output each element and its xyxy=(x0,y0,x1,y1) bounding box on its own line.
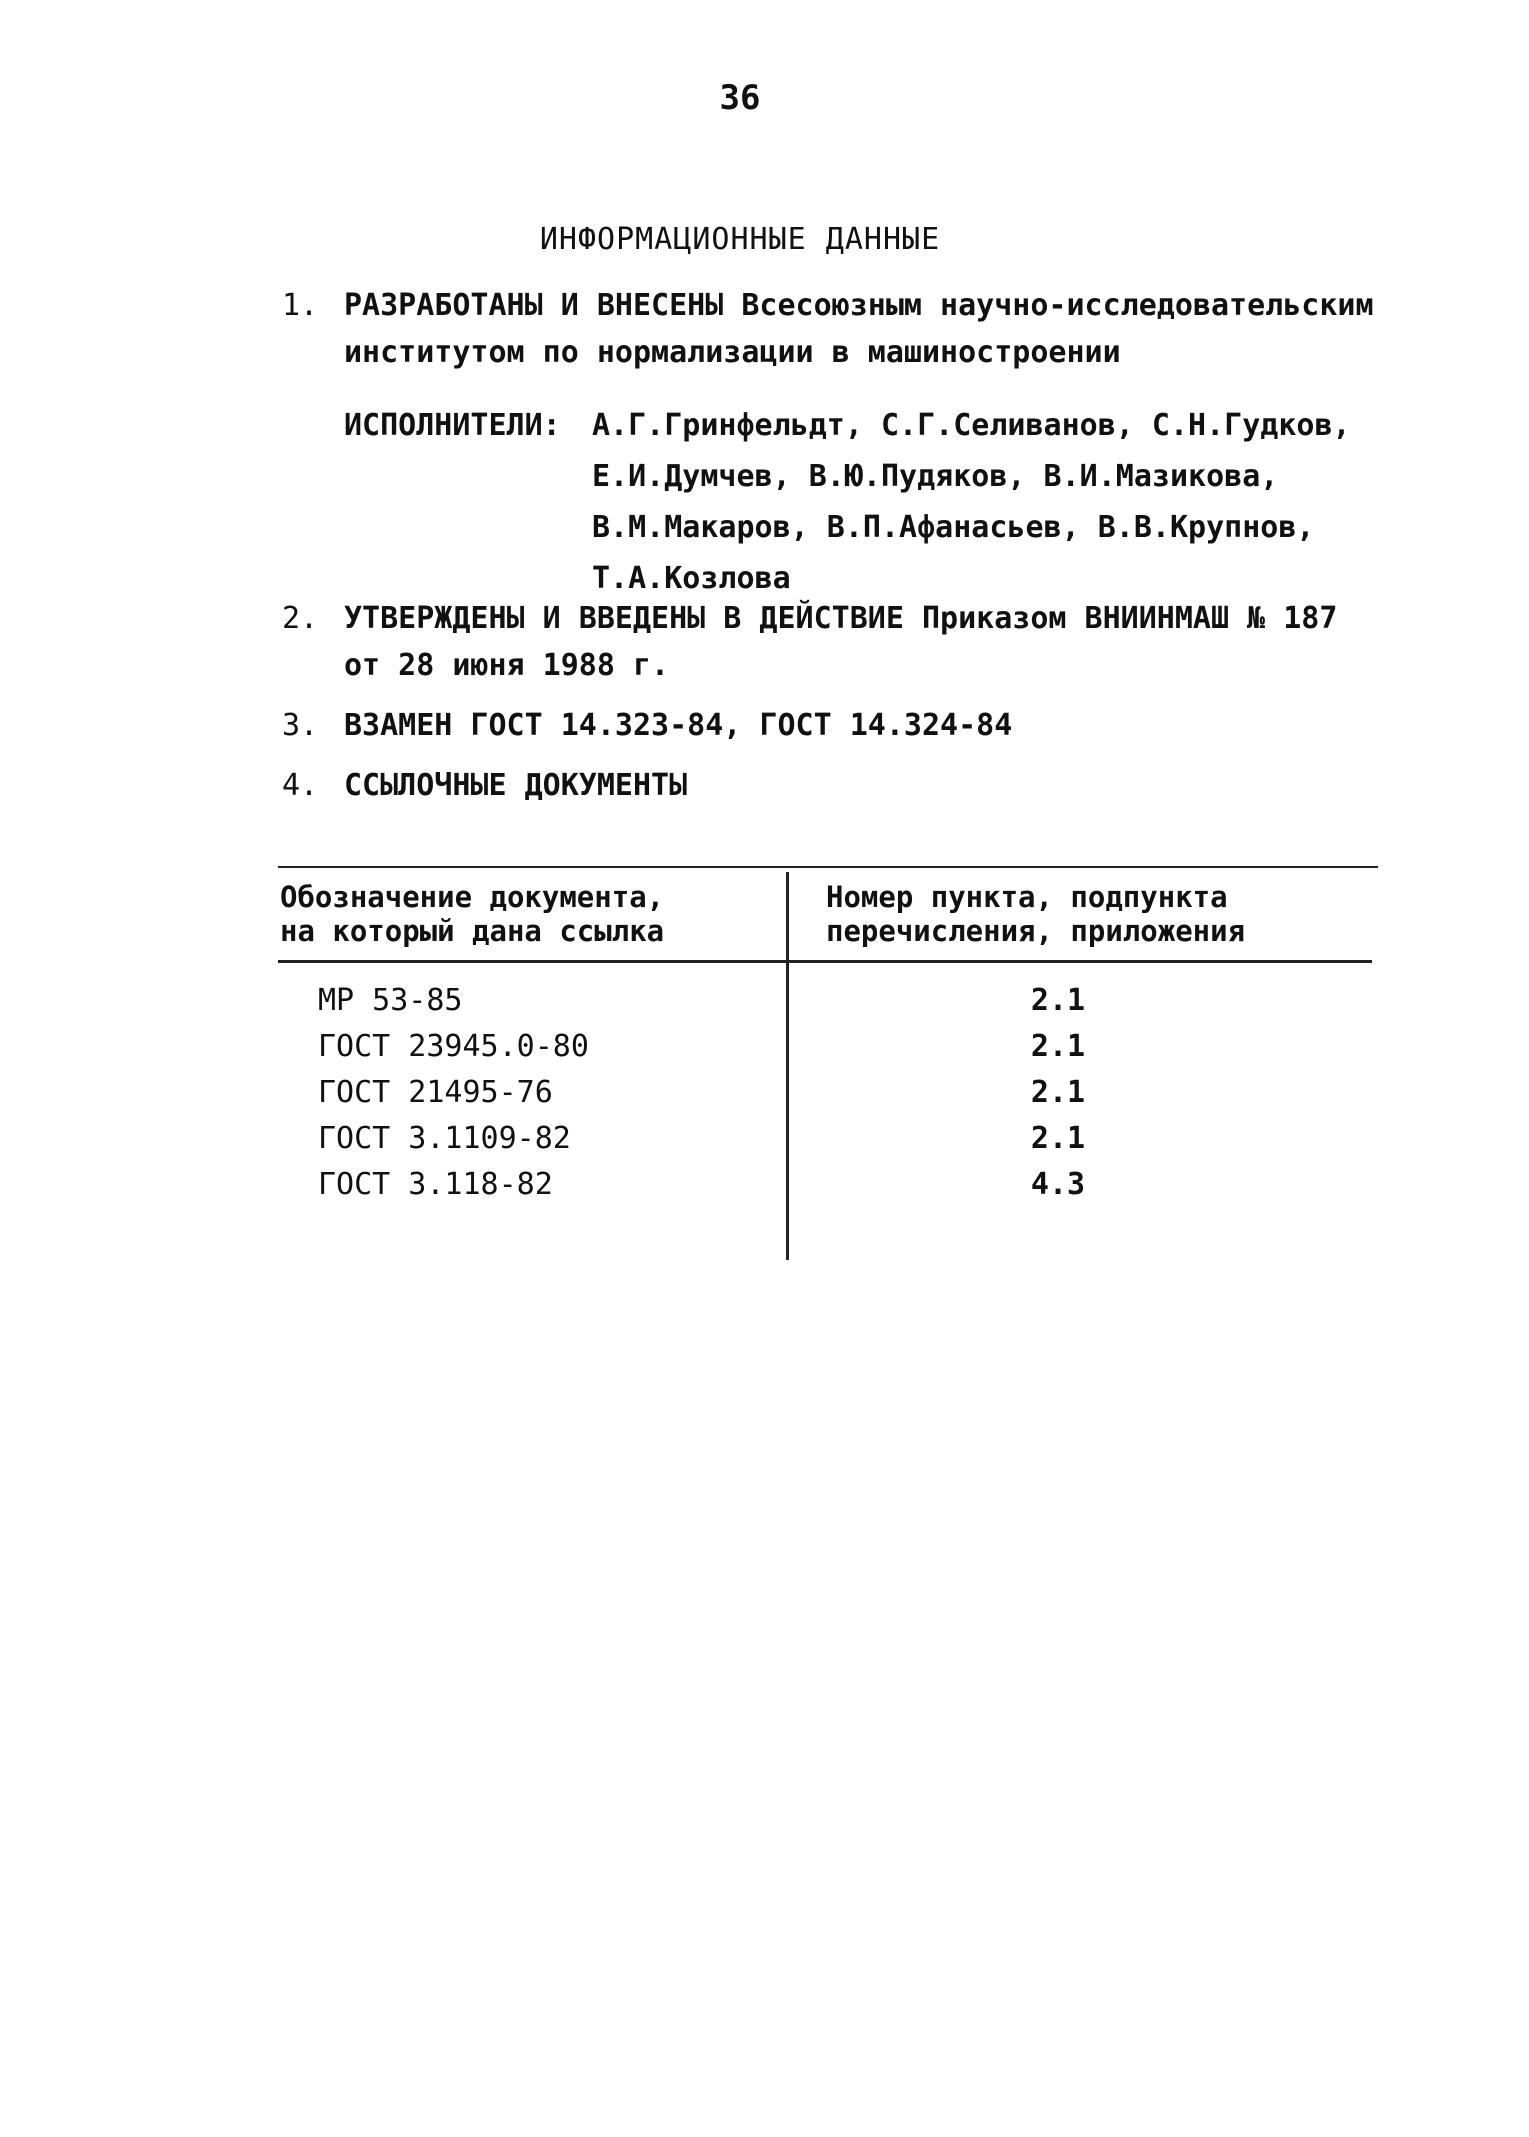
executors-names xyxy=(592,400,1351,604)
item-number: 4. xyxy=(282,768,319,803)
executors-line: В.М.Макаров, В.П.Афанасьев, В.В.Крупнов, xyxy=(592,510,1315,545)
page-number: 36 xyxy=(719,78,761,118)
item-number: 3. xyxy=(282,708,319,743)
item-number: 1. xyxy=(282,288,319,323)
column-header-line: Обозначение документа, xyxy=(280,880,665,914)
item-heading: РАЗРАБОТАНЫ И ВНЕСЕНЫ xyxy=(344,288,724,323)
column-header-document xyxy=(280,880,664,948)
paragraph-number: 2.1 xyxy=(1030,1075,1086,1110)
document-designation: МР 53-85 xyxy=(318,983,463,1018)
document-designation: ГОСТ 23945.0-80 xyxy=(318,1029,589,1064)
executors-block xyxy=(344,400,1351,604)
executors-line: Т.А.Козлова xyxy=(592,561,791,596)
document-designation: ГОСТ 3.118-82 xyxy=(318,1167,553,1202)
item-approved xyxy=(282,595,1337,689)
table-row xyxy=(278,1024,1378,1070)
item-heading: ССЫЛОЧНЫЕ ДОКУМЕНТЫ xyxy=(344,768,688,803)
item-heading: ВЗАМЕН ГОСТ 14.323-84, ГОСТ 14.324-84 xyxy=(344,708,1013,743)
item-references xyxy=(282,762,687,809)
item-heading: УТВЕРЖДЕНЫ И ВВЕДЕНЫ В ДЕЙСТВИЕ xyxy=(344,601,904,636)
executors-label: ИСПОЛНИТЕЛИ: xyxy=(344,408,561,443)
item-replaces xyxy=(282,702,1012,749)
paragraph-number: 2.1 xyxy=(1030,1029,1086,1064)
executors-line: А.Г.Гринфельдт, С.Г.Селиванов, С.Н.Гудков, xyxy=(592,408,1351,443)
item-text: Всесоюзным научно-исследовательским xyxy=(741,288,1374,323)
column-header-line: на который дана ссылка xyxy=(280,914,665,948)
document-designation: ГОСТ 21495-76 xyxy=(318,1075,553,1110)
document-designation: ГОСТ 3.1109-82 xyxy=(318,1121,571,1156)
paragraph-number: 4.3 xyxy=(1030,1167,1086,1202)
item-number: 2. xyxy=(282,601,319,636)
page-title: ИНФОРМАЦИОННЫЕ ДАННЫЕ xyxy=(539,222,941,257)
column-header-paragraph xyxy=(826,880,1245,948)
item-text-continued: от 28 июня 1988 г. xyxy=(344,648,670,683)
item-text: Приказом ВНИИНМАШ № 187 xyxy=(921,601,1338,636)
item-developed xyxy=(282,282,1374,376)
paragraph-number: 2.1 xyxy=(1030,983,1086,1018)
table-row xyxy=(278,1116,1378,1162)
paragraph-number: 2.1 xyxy=(1030,1121,1086,1156)
reference-table xyxy=(278,866,1378,1262)
table-top-rule xyxy=(278,866,1378,868)
item-text-continued: институтом по нормализации в машиностроении xyxy=(344,335,1121,370)
column-header-line: Номер пункта, подпункта xyxy=(826,880,1228,914)
column-header-line: перечисления, приложения xyxy=(826,914,1246,948)
table-body xyxy=(278,978,1378,1208)
table-header-rule xyxy=(278,960,1372,963)
table-row xyxy=(278,1070,1378,1116)
table-row xyxy=(278,978,1378,1024)
executors-line: Е.И.Думчев, В.Ю.Пудяков, В.И.Мазикова, xyxy=(592,459,1279,494)
table-row xyxy=(278,1162,1378,1208)
